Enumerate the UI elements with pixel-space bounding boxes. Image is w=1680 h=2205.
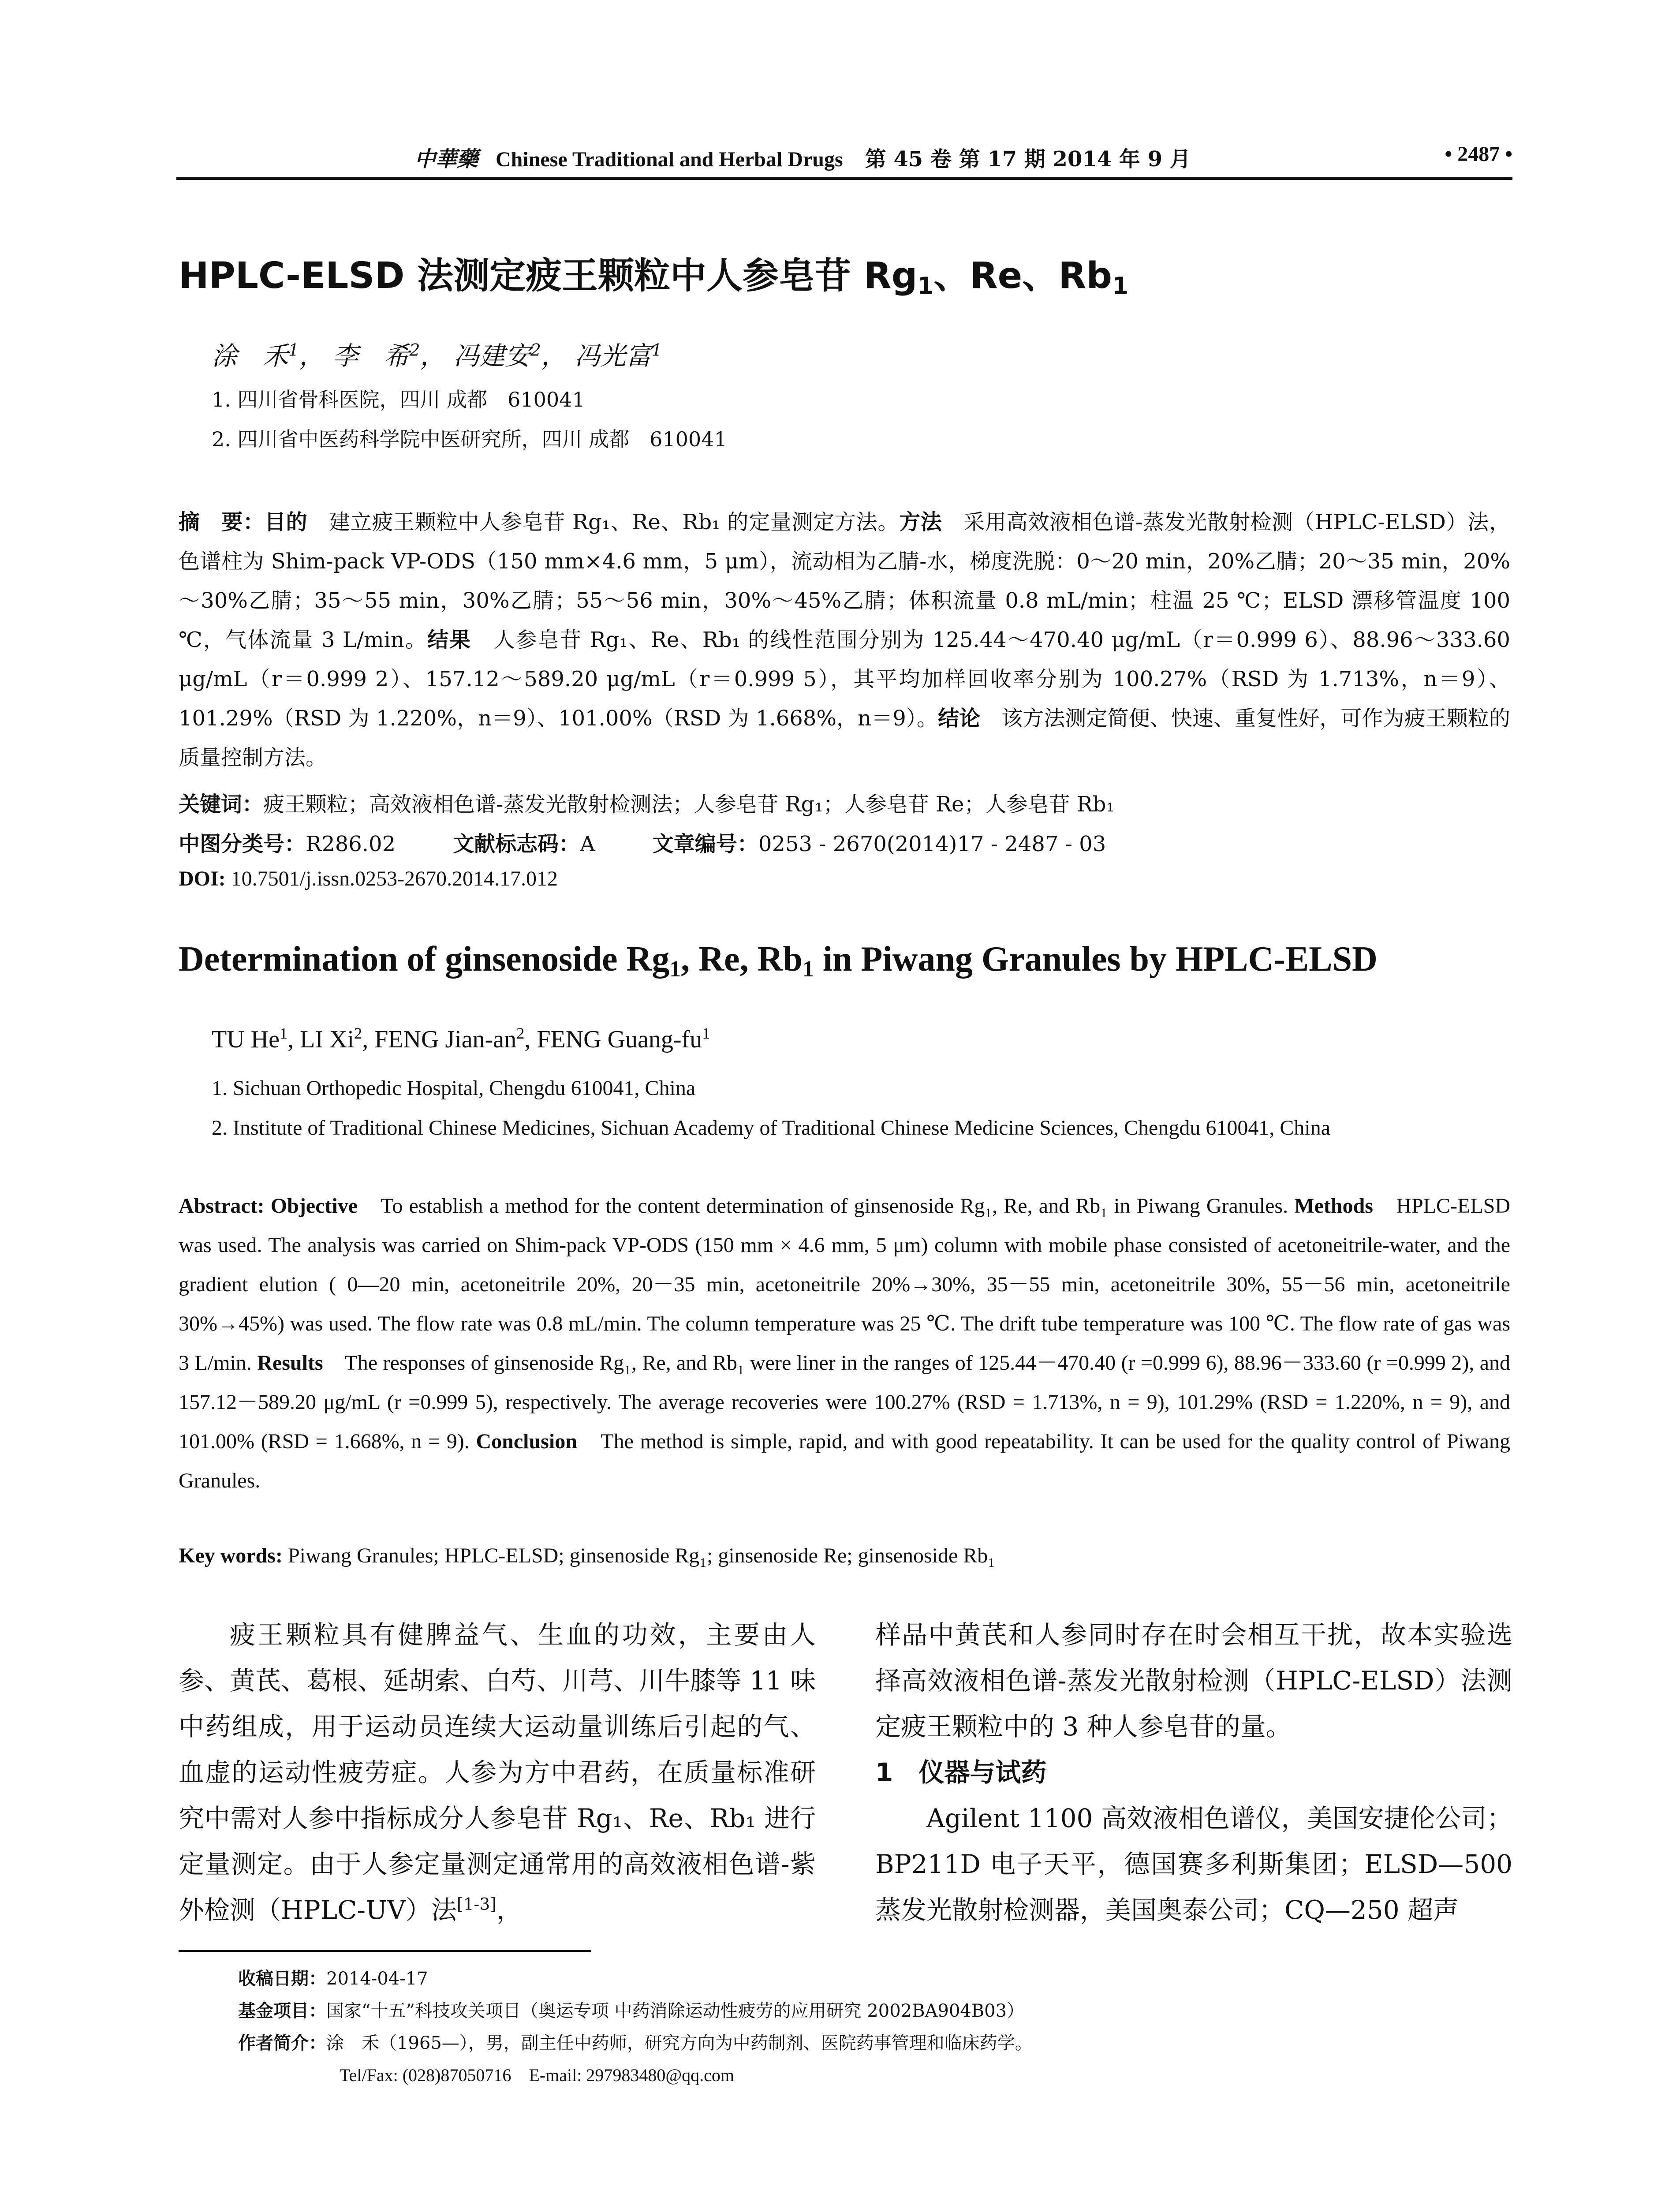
en-author: TU He xyxy=(212,1026,280,1053)
en-author-sup: 1 xyxy=(702,1024,710,1042)
cn-author-sup: 2 xyxy=(530,340,541,360)
cn-methods: 采用高效液相色谱-蒸发光散射检测（HPLC-ELSD）法，色谱柱为 Shim-pack VP-ODS（150 mm×4.6 mm，5 μm），流动相为乙腈-水，梯度洗脱：0～20 min，20%乙腈；20～35 min，20%～30%乙腈；35～55 min，30%乙腈；55～56 min，30%～45%乙腈；体积流量 0.8 mL/min；柱温 25 ℃；ELSD 漂移管温度 100 ℃，气体流量 3 L/min。 xyxy=(179,510,1510,652)
cn-author-sup: 1 xyxy=(651,340,662,360)
en-author: FENG Guang-fu xyxy=(537,1026,702,1053)
cn-keywords-label: 关键词： xyxy=(179,792,264,817)
article-no-value: 0253 - 2670(2014)17 - 2487 - 03 xyxy=(758,832,1106,856)
cn-results-label: 结果 xyxy=(427,628,472,652)
en-author-sup: 2 xyxy=(354,1024,362,1042)
en-title-sub: 1 xyxy=(669,957,681,982)
cn-title-main: HPLC-ELSD 法测定疲王颗粒中人参皂苷 Rg xyxy=(179,255,918,297)
en-keywords-label: Key words: xyxy=(179,1544,283,1567)
en-keywords xyxy=(179,1544,995,1568)
footnote-rule xyxy=(179,1950,591,1952)
author-bio-value: 涂 禾（1965—），男，副主任中药师，研究方向为中药制剂、医院药事管理和临床药学。 xyxy=(326,2033,1033,2053)
received-label: 收稿日期： xyxy=(238,1969,326,1989)
cn-conclusion: 该方法测定简便、快速、重复性好，可作为疲王颗粒的质量控制方法。 xyxy=(179,706,1510,770)
en-methods: HPLC-ELSD was used. The analysis was carried on Shim-pack VP-ODS (150 mm × 4.6 mm, 5 μm) column with mobile phase consisted of acetoneitrile-water, and the gradient elution ( 0—20 min, acetoneitrile 20%, 20－35 min, acetoneitrile 20%→30%, 35－55 min, acetoneitrile 30%, 55－56 min, acetoneitrile 30%→45%) was used. The flow rate was 0.8 mL/min. The column temperature was 25 ℃. The drift tube temperature was 100 ℃. The flow rate of gas was 3 L/min. xyxy=(179,1194,1510,1375)
en-title xyxy=(179,939,1378,982)
body-column-left xyxy=(179,1612,816,1933)
cn-title xyxy=(179,247,1128,299)
cn-title-sub2: 1 xyxy=(1112,272,1129,300)
doi-label: DOI: xyxy=(179,867,226,890)
en-author-sup: 1 xyxy=(279,1024,288,1042)
cn-keywords xyxy=(179,787,1115,818)
footnote-contact: Tel/Fax: (028)87050716 E-mail: 297983480@qq.com xyxy=(340,2065,735,2085)
journal-issue: 第 45 卷 第 17 期 2014 年 9 月 xyxy=(865,147,1191,172)
citation-ref: [1-3] xyxy=(456,1894,497,1914)
cn-keywords-text: 疲王颗粒；高效液相色谱-蒸发光散射检测法；人参皂苷 Rg₁；人参皂苷 Re；人参皂苷 Rb₁ xyxy=(263,792,1115,817)
fund-value: 国家“十五”科技攻关项目（奥运专项 中药消除运动性疲劳的应用研究 2002BA904B03） xyxy=(326,2001,1025,2021)
journal-name-en: Chinese Traditional and Herbal Drugs xyxy=(496,148,843,171)
body-para1: 疲王颗粒具有健脾益气、生血的功效，主要由人参、黄芪、葛根、延胡索、白芍、川芎、川牛膝等 11 味中药组成，用于运动员连续大运动量训练后引起的气、血虚的运动性疲劳症。人参为方中君药，在质量标准研究中需对人参中指标成分人参皂苷 Rg₁、Re、Rb₁ 进行定量测定。由于人参定量测定通常用的高效液相色谱-紫外检测（HPLC-UV）法 xyxy=(179,1620,816,1925)
en-affiliation-2: 2. Institute of Traditional Chinese Medicines, Sichuan Academy of Traditional Chinese Medicine Sciences, Chengdu 610041, China xyxy=(212,1116,1330,1140)
journal-logo: 中華藥 xyxy=(414,147,478,172)
clc-value: R286.02 xyxy=(306,832,396,856)
en-abstract-label: Abstract: xyxy=(179,1194,265,1218)
en-title-sub: 1 xyxy=(802,957,814,982)
doi-value: 10.7501/j.issn.0253-2670.2014.17.012 xyxy=(231,867,558,890)
cn-objective: 建立疲王颗粒中人参皂苷 Rg₁、Re、Rb₁ 的定量测定方法。 xyxy=(329,510,900,534)
received-value: 2014-04-17 xyxy=(326,1969,428,1989)
fund-label: 基金项目： xyxy=(238,2001,326,2021)
en-methods-label: Methods xyxy=(1294,1194,1373,1218)
author-bio-label: 作者简介： xyxy=(238,2033,326,2053)
en-authors: TU He$^1$, LI Xi$^2$, FENG Jian-$an^2$, FENG Guang-$fu^1$ xyxy=(212,1024,710,1053)
en-objective-label: Objective xyxy=(270,1194,358,1218)
en-title-c: in Piwang Granules by HPLC-ELSD xyxy=(814,940,1378,979)
cn-abstract xyxy=(179,503,1510,777)
en-author-sup: 2 xyxy=(516,1024,525,1042)
en-author: FENG Jian-an xyxy=(374,1026,517,1053)
running-header xyxy=(176,132,1512,181)
doc-code-label: 文献标志码： xyxy=(453,832,580,856)
cn-affiliation-2: 2. 四川省中医药科学院中医研究所，四川 成都 610041 xyxy=(212,427,727,451)
en-conclusion: The method is simple, rapid, and with good repeatability. It can be used for the quality control of Piwang Granules. xyxy=(179,1430,1510,1492)
cn-conclusion-label: 结论 xyxy=(937,706,981,731)
section-heading: 1 仪器与试药 xyxy=(875,1757,1047,1787)
en-objective: To establish a method for the content determination of ginsenoside Rg₁, Re, and Rb₁ in Piwang Granules. xyxy=(381,1194,1288,1218)
cn-results: 人参皂苷 Rg₁、Re、Rb₁ 的线性范围分别为 125.44～470.40 μg/mL（r＝0.999 6）、88.96～333.60 μg/mL（r＝0.999 2）、157.12～589.20 μg/mL（r＝0.999 5），其平均加样回收率分别为 100.27%（RSD 为 1.713%，n＝9）、101.29%（RSD 为 1.220%，n＝9）、101.00%（RSD 为 1.668%，n＝9）。 xyxy=(179,628,1510,731)
cn-abstract-label: 摘 要： xyxy=(179,510,265,534)
body-paragraph: Agilent 1100 高效液相色谱仪，美国安捷伦公司；BP211D 电子天平，德国赛多利斯集团；ELSD—500 蒸发光散射检测器，美国奥泰公司；CQ—250 超声 xyxy=(875,1803,1512,1925)
doc-code-value: A xyxy=(580,832,595,856)
cn-author: 李 希 xyxy=(332,341,410,371)
en-title-b: , Re, Rb xyxy=(681,940,803,979)
en-abstract xyxy=(179,1186,1510,1500)
footnote-received xyxy=(238,1965,428,1990)
cn-title-mid: 、Re、Rb xyxy=(933,255,1113,297)
cn-title-sub1: 1 xyxy=(917,272,934,300)
cn-classification xyxy=(179,827,1106,857)
body-para1-end: ， xyxy=(496,1895,522,1925)
body-column-right xyxy=(875,1612,1512,1933)
header-rule xyxy=(176,177,1512,180)
en-results-label: Results xyxy=(257,1351,323,1375)
cn-author-sup: 2 xyxy=(409,340,420,360)
page-number: • 2487 • xyxy=(1445,142,1512,166)
en-keywords-text: Piwang Granules; HPLC-ELSD; ginsenoside Rg₁; ginsenoside Re; ginsenoside Rb₁ xyxy=(287,1544,996,1567)
cn-author: 冯建安 xyxy=(453,341,530,371)
journal-line xyxy=(414,142,1191,172)
footnote-author xyxy=(238,2029,1033,2054)
clc-label: 中图分类号： xyxy=(179,832,306,856)
cn-affiliation-1: 1. 四川省骨科医院，四川 成都 610041 xyxy=(212,388,585,411)
doi-line xyxy=(179,867,558,891)
cn-author: 涂 禾 xyxy=(212,341,289,371)
en-title-a: Determination of ginsenoside Rg xyxy=(179,940,670,979)
en-results: The responses of ginsenoside Rg₁, Re, and Rb₁ were liner in the ranges of 125.44－470.40 (r =0.999 6), 88.96－333.60 (r =0.999 2), and 157.12－589.20 μg/mL (r =0.999 5), respectively. The average recoveries were 100.27% (RSD = 1.713%, n = 9), 101.29% (RSD = 1.220%, n = 9), and 101.00% (RSD = 1.668%, n = 9). xyxy=(179,1351,1511,1453)
cn-author: 冯光富 xyxy=(575,341,652,371)
article-no-label: 文章编号： xyxy=(652,832,758,856)
cn-objective-label: 目的 xyxy=(264,510,308,534)
en-affiliation-1: 1. Sichuan Orthopedic Hospital, Chengdu 610041, China xyxy=(212,1076,696,1100)
en-conclusion-label: Conclusion xyxy=(476,1430,577,1453)
cn-author-sup: 1 xyxy=(288,340,299,360)
cn-authors: 涂 禾$^1$， 李 希$^2$， 冯建安$^2$， 冯光富$^1$ xyxy=(212,340,662,371)
footnote-fund xyxy=(238,1997,1024,2022)
body-paragraph xyxy=(179,1612,816,1933)
en-author: LI Xi xyxy=(300,1026,355,1053)
body-paragraph-cont: 样品中黄芪和人参同时存在时会相互干扰，故本实验选择高效液相色谱-蒸发光散射检测（HPLC-ELSD）法测定疲王颗粒中的 3 种人参皂苷的量。 xyxy=(875,1620,1512,1742)
cn-methods-label: 方法 xyxy=(899,510,942,534)
